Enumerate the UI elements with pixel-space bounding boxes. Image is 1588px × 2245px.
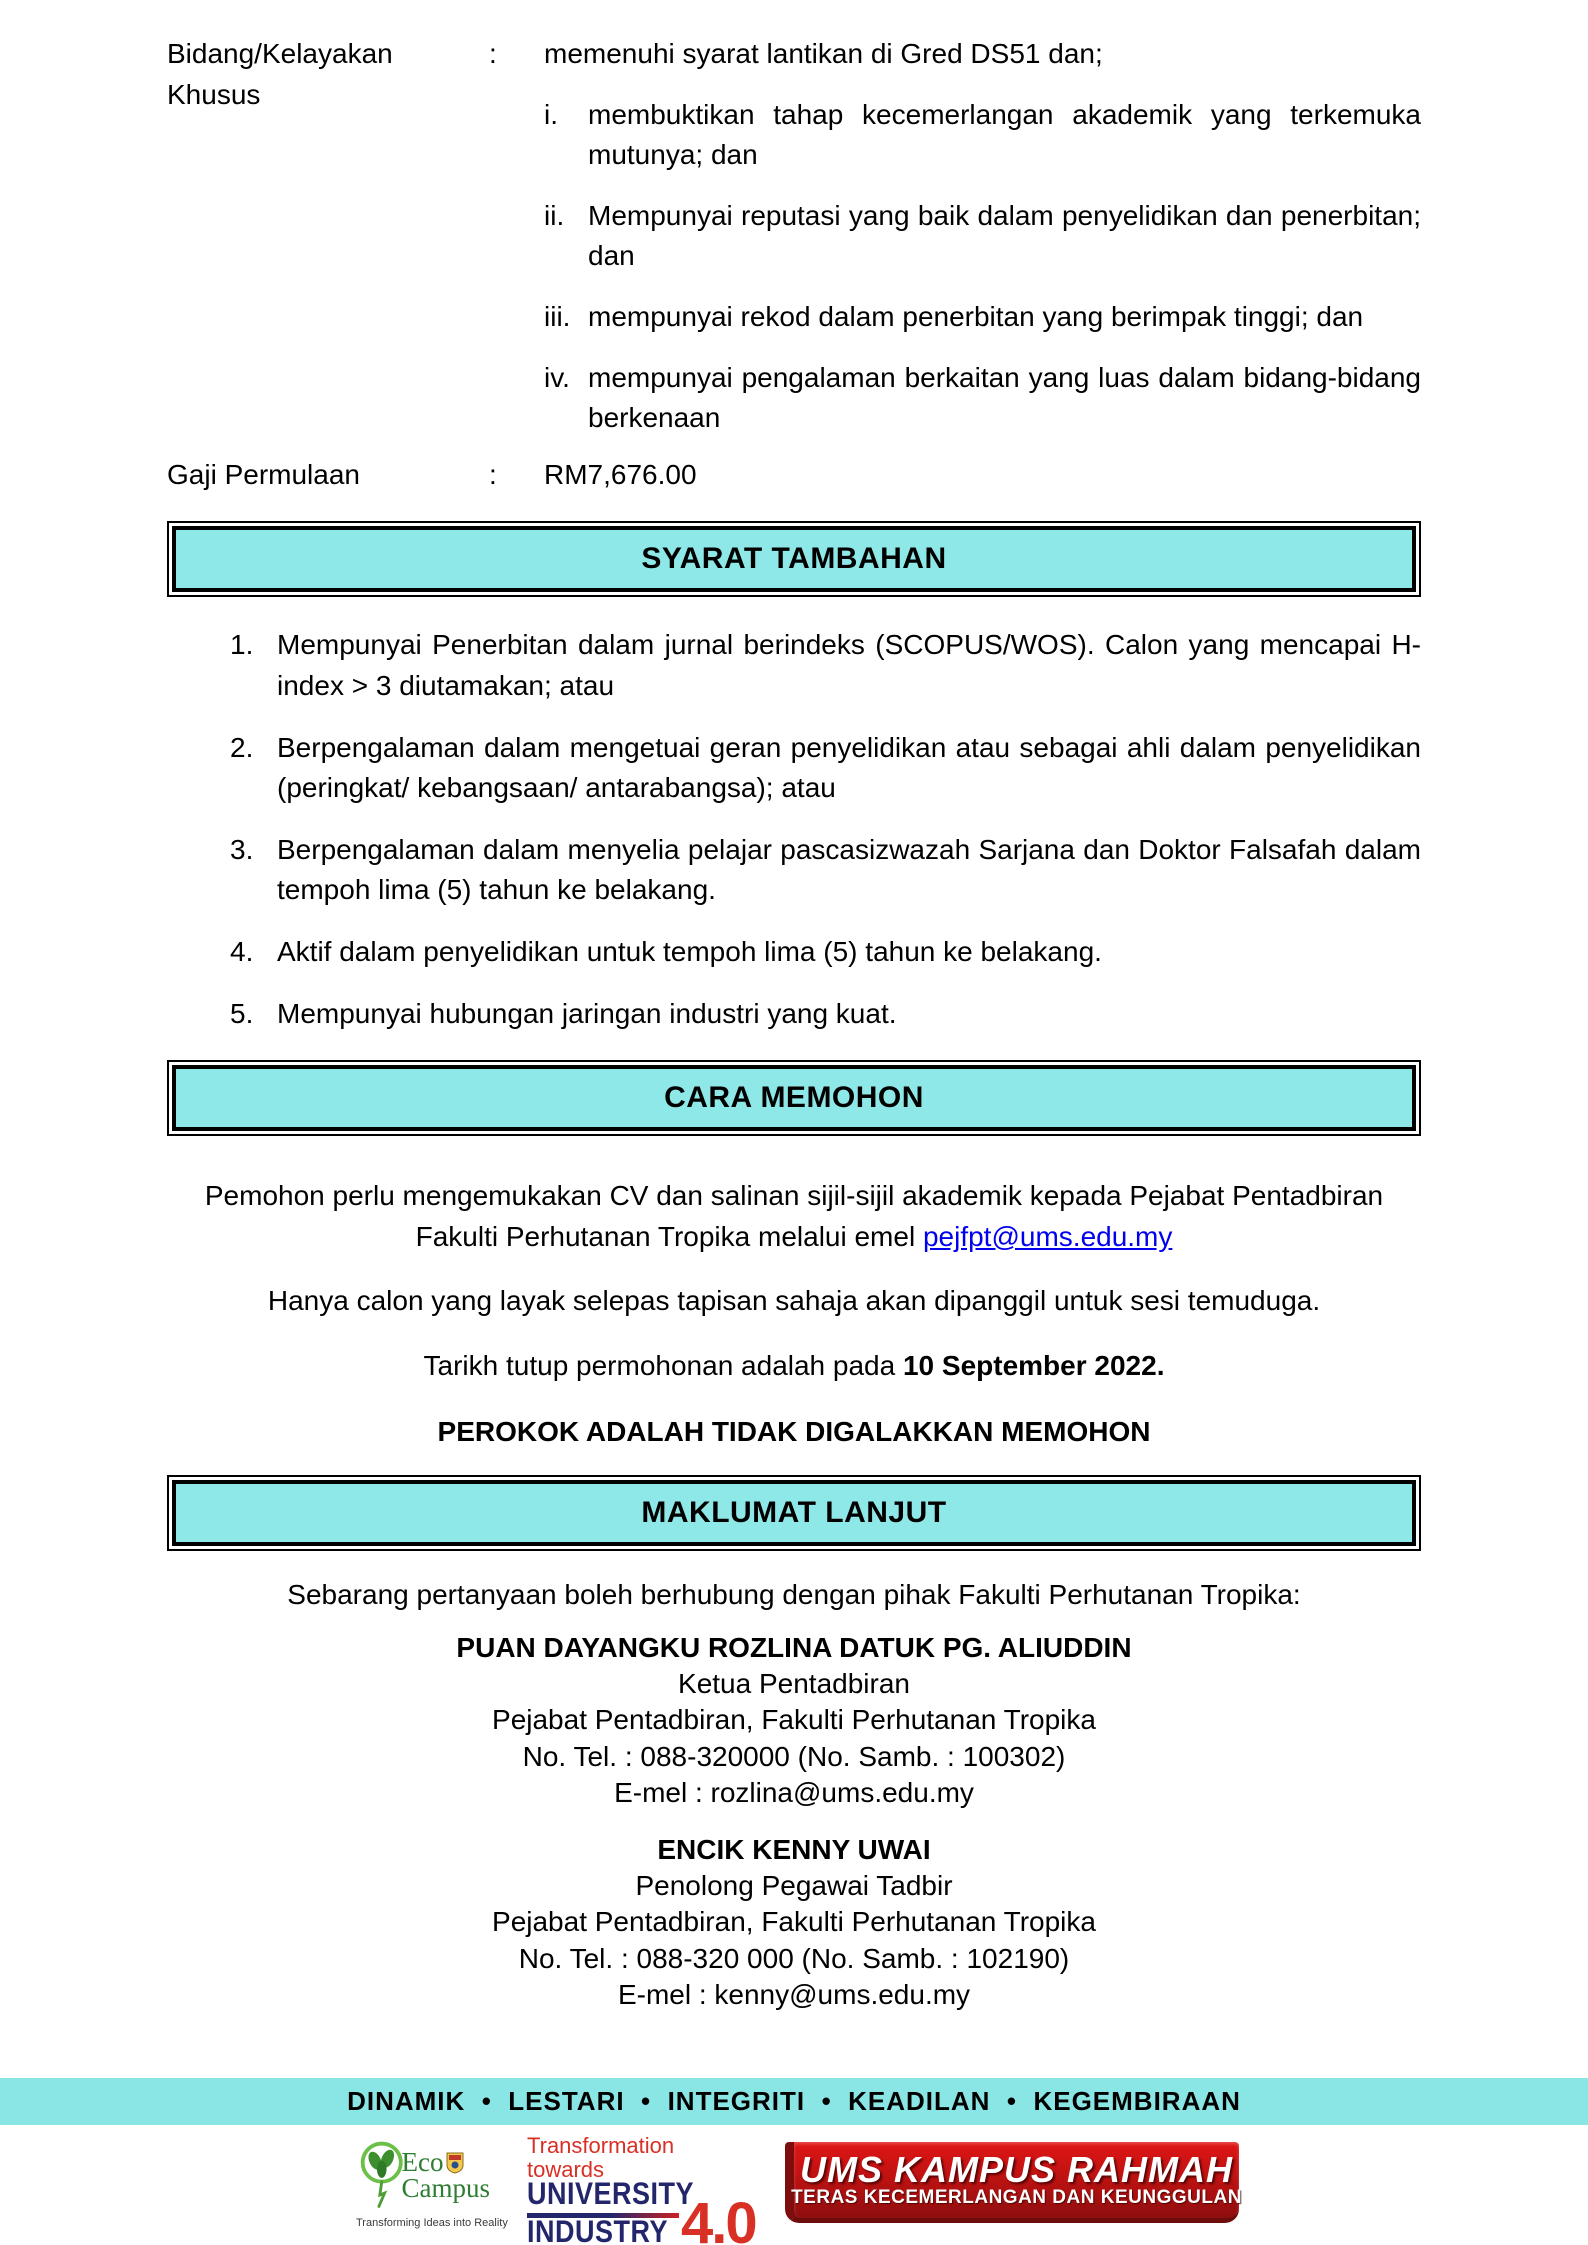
eco-campus-logo [356, 2138, 508, 2232]
contact-role: Penolong Pegawai Tadbir [635, 1870, 953, 1901]
leaf-bulb-icon [356, 2138, 407, 2212]
contact-phone: No. Tel. : 088-320 000 (No. Samb. : 102190) [518, 1942, 1070, 1974]
salary-colon: : [489, 458, 497, 490]
criteria-text: mempunyai pengalaman berkaitan yang luas dalam bidang-bidang berkenaan [588, 361, 1421, 434]
spec-row-bidang [167, 34, 1421, 439]
rahmah-subtitle: TERAS KECEMERLANGAN DAN KEUNGGULAN [791, 2186, 1242, 2208]
criteria-numeral: iii. [544, 300, 571, 332]
section-title: SYARAT TAMBAHAN [172, 526, 1416, 592]
criteria-numeral: ii. [544, 199, 565, 231]
list-item [230, 830, 1421, 911]
ums-crest-icon [446, 2152, 464, 2174]
criteria-item [544, 196, 1421, 277]
footer-logos [0, 2133, 1588, 2245]
uni40-tagline: Transformation towards [527, 2133, 675, 2183]
uni40-word-industry: INDUSTRY [527, 2214, 669, 2245]
contact-card [167, 1630, 1421, 1812]
contact-card [167, 1832, 1421, 2014]
list-text: Berpengalaman dalam mengetuai geran penyelidikan atau sebagai ahli dalam penyelidikan (peringkat/ kebangsaan/ antarabangsa); atau [277, 731, 1421, 804]
eco-name-line2: Campus [401, 2172, 490, 2203]
salary-value: RM7,676.00 [544, 458, 697, 490]
section-banner-syarat-tambahan [167, 521, 1421, 597]
criteria-text: Mempunyai reputasi yang baik dalam penyelidikan dan penerbitan; dan [588, 199, 1421, 272]
contact-role: Ketua Pentadbiran [678, 1668, 910, 1700]
smoker-notice: PEROKOK ADALAH TIDAK DIGALAKKAN MEMOHON [437, 1416, 1151, 1448]
criteria-numeral: iv. [544, 361, 570, 393]
contact-office: Pejabat Pentadbiran, Fakulti Perhutanan Tropika [492, 1906, 1096, 1938]
list-number: 3. [230, 833, 254, 865]
criteria-item [544, 95, 1421, 176]
enquiry-intro: Sebarang pertanyaan boleh berhubung dengan pihak Fakulti Perhutanan Tropika: [287, 1579, 1301, 1611]
closing-date: 10 September 2022. [902, 1349, 1165, 1381]
section-title: CARA MEMOHON [172, 1065, 1416, 1131]
eco-name-line1: Eco [401, 2147, 444, 2177]
email-link[interactable]: pejfpt@ums.edu.my [922, 1220, 1173, 1252]
list-item [230, 728, 1421, 809]
spec-row-gaji [167, 455, 1421, 496]
list-number: 4. [230, 935, 254, 967]
contact-office: Pejabat Pentadbiran, Fakulti Perhutanan Tropika [492, 1704, 1096, 1736]
list-text: Mempunyai hubungan jaringan industri yang kuat. [277, 997, 897, 1029]
section-banner-cara-memohon [167, 1060, 1421, 1136]
ums-kampus-rahmah-banner [785, 2142, 1242, 2223]
university-motto: DINAMIK • LESTARI • INTEGRITI • KEADILAN • KEGEMBIRAAN [347, 2085, 1241, 2116]
field-label: Bidang/Kelayakan Khusus [167, 38, 393, 110]
list-item [230, 625, 1421, 706]
salary-label: Gaji Permulaan [167, 458, 360, 490]
field-colon: : [489, 38, 497, 69]
rahmah-title: UMS KAMPUS RAHMAH [800, 2148, 1233, 2190]
contact-name: PUAN DAYANGKU ROZLINA DATUK PG. ALIUDDIN [456, 1631, 1132, 1663]
list-item [230, 932, 1421, 973]
closing-date-line [167, 1346, 1421, 1387]
section-title: MAKLUMAT LANJUT [172, 1480, 1416, 1546]
contact-phone: No. Tel. : 088-320000 (No. Samb. : 100302) [522, 1740, 1066, 1772]
spec-table [167, 34, 1421, 495]
criteria-text: membuktikan tahap kecemerlangan akademik yang terkemuka mutunya; dan [588, 98, 1421, 171]
list-text: Berpengalaman dalam menyelia pelajar pascasizwazah Sarjana dan Doktor Falsafah dalam tempoh lima (5) tahun ke belakang. [277, 833, 1421, 906]
contact-name: ENCIK KENNY UWAI [657, 1833, 931, 1865]
footer-motto-bar [0, 2078, 1588, 2125]
contact-email: E-mel : rozlina@ums.edu.my [614, 1777, 974, 1809]
field-content [544, 34, 1421, 439]
syarat-tambahan-list [230, 625, 1421, 1034]
shortlist-note: Hanya calon yang layak selepas tapisan sahaja akan dipanggil untuk sesi temuduga. [267, 1285, 1321, 1317]
closing-date-text: Tarikh tutup permohonan adalah pada [423, 1349, 903, 1381]
contact-email: E-mel : kenny@ums.edu.my [617, 1979, 971, 2011]
criteria-item [544, 358, 1421, 439]
list-text: Aktif dalam penyelidikan untuk tempoh lima (5) tahun ke belakang. [277, 935, 1102, 967]
university-industry-40-logo [527, 2133, 756, 2245]
uni40-number: 4.0 [681, 2190, 756, 2245]
criteria-text: mempunyai rekod dalam penerbitan yang berimpak tinggi; dan [588, 300, 1364, 332]
list-number: 5. [230, 997, 254, 1029]
criteria-intro: memenuhi syarat lantikan di Gred DS51 dan; [544, 38, 1103, 69]
eco-tagline: Transforming Ideas into Reality [356, 2217, 508, 2229]
list-number: 2. [230, 731, 254, 763]
section-banner-maklumat-lanjut [167, 1475, 1421, 1551]
apply-instructions [167, 1176, 1421, 1257]
list-item [230, 994, 1421, 1035]
list-text: Mempunyai Penerbitan dalam jurnal berindeks (SCOPUS/WOS). Calon yang mencapai H-index > 3 diutamakan; atau [277, 629, 1421, 701]
criteria-item [544, 297, 1421, 338]
list-number: 1. [230, 629, 254, 661]
uni40-word-university: UNIVERSITY [527, 2176, 695, 2212]
apply-instructions-text: Pemohon perlu mengemukakan CV dan salinan sijil-sijil akademik kepada Pejabat Pentadbiran Fakulti Perhutanan Tropika melalui emel [204, 1180, 1384, 1252]
criteria-numeral: i. [544, 98, 558, 130]
